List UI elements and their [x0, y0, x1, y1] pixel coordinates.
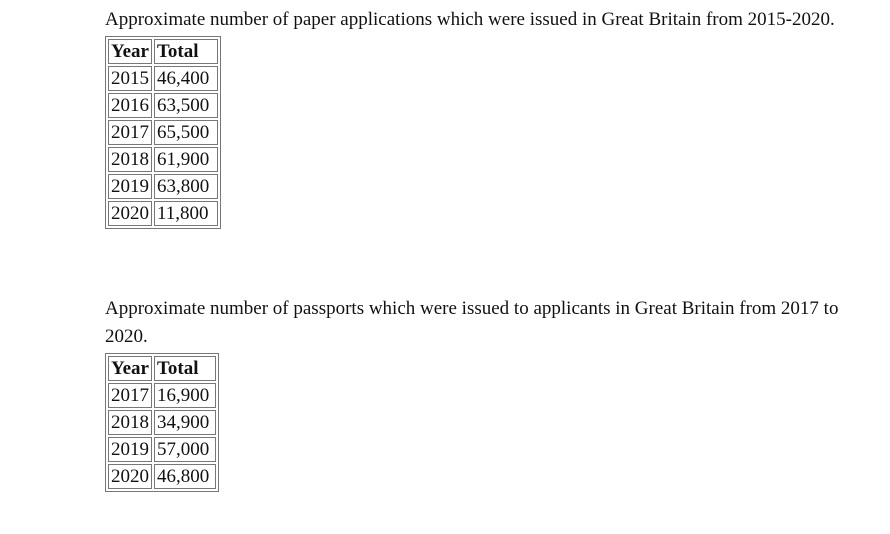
total-column-header: Total — [154, 356, 216, 381]
total-cell: 57,000 — [154, 437, 216, 462]
total-cell: 63,800 — [154, 174, 218, 199]
total-cell: 11,800 — [154, 201, 218, 226]
year-cell: 2015 — [108, 66, 152, 91]
paper-applications-section — [105, 6, 865, 229]
total-cell: 16,900 — [154, 383, 216, 408]
table-row — [108, 383, 216, 408]
total-cell: 34,900 — [154, 410, 216, 435]
passports-issued-table — [105, 353, 219, 492]
paper-applications-caption: Approximate number of paper applications which were issued in Great Britain from 2015-2020. — [105, 9, 835, 30]
total-cell: 65,500 — [154, 120, 218, 145]
passports-issued-caption: Approximate number of passports which were issued to applicants in Great Britain from 2017 to 2020. — [105, 298, 839, 347]
table-row — [108, 201, 218, 226]
year-column-header: Year — [108, 356, 152, 381]
year-cell: 2020 — [108, 464, 152, 489]
year-cell: 2020 — [108, 201, 152, 226]
year-cell: 2018 — [108, 147, 152, 172]
table-row — [108, 174, 218, 199]
year-cell: 2018 — [108, 410, 152, 435]
year-cell: 2017 — [108, 383, 152, 408]
table-row — [108, 410, 216, 435]
paper-applications-table — [105, 36, 221, 229]
total-cell: 63,500 — [154, 93, 218, 118]
table-row — [108, 93, 218, 118]
year-cell: 2016 — [108, 93, 152, 118]
table-header-row — [108, 356, 216, 381]
total-column-header: Total — [154, 39, 218, 64]
table-row — [108, 437, 216, 462]
year-cell: 2017 — [108, 120, 152, 145]
table-row — [108, 147, 218, 172]
table-header-row — [108, 39, 218, 64]
year-cell: 2019 — [108, 174, 152, 199]
passports-issued-section — [105, 295, 865, 492]
total-cell: 61,900 — [154, 147, 218, 172]
table-row — [108, 120, 218, 145]
table-row — [108, 464, 216, 489]
table-row — [108, 66, 218, 91]
year-column-header: Year — [108, 39, 152, 64]
total-cell: 46,800 — [154, 464, 216, 489]
year-cell: 2019 — [108, 437, 152, 462]
total-cell: 46,400 — [154, 66, 218, 91]
